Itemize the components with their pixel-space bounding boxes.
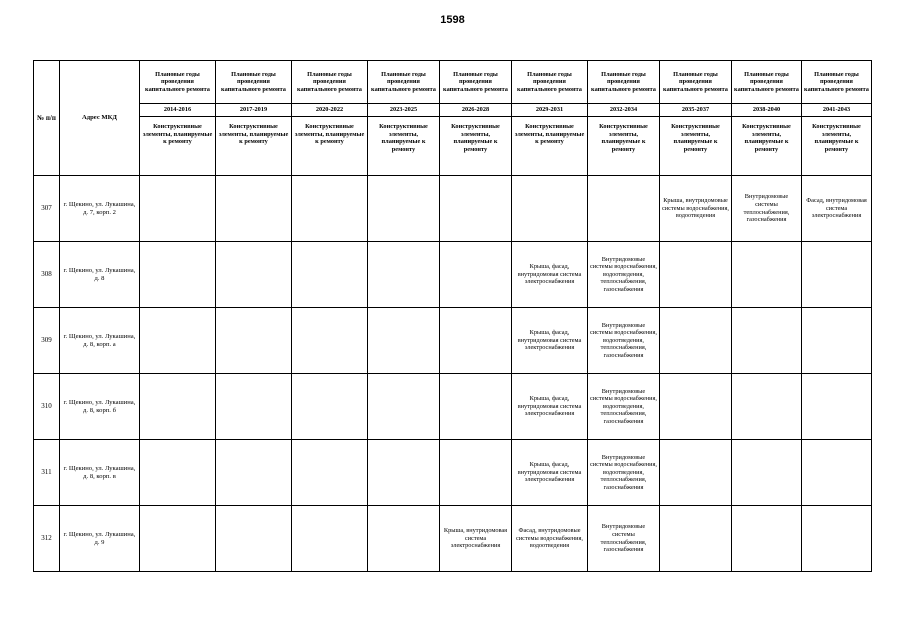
header-year: 2029-2031 <box>512 104 588 117</box>
row-cell <box>216 176 292 242</box>
row-cell <box>140 440 216 506</box>
row-cell <box>368 308 440 374</box>
row-cell <box>368 242 440 308</box>
header-elements: Конструктивные элементы, планируемые к ремонту <box>440 117 512 176</box>
row-cell <box>732 506 802 572</box>
row-num: 307 <box>34 176 60 242</box>
row-cell: Фасад, внутридомовые системы водоснабжения, водоотведения <box>512 506 588 572</box>
row-num: 308 <box>34 242 60 308</box>
row-cell <box>660 308 732 374</box>
row-cell <box>660 242 732 308</box>
row-cell <box>802 506 872 572</box>
row-cell <box>660 506 732 572</box>
table-row <box>34 308 872 374</box>
row-cell: Крыша, фасад, внутридомовая система электроснабжения <box>512 308 588 374</box>
row-cell <box>292 176 368 242</box>
row-cell <box>216 506 292 572</box>
row-cell: Фасад, внутридомовая система электроснабжения <box>802 176 872 242</box>
row-num: 310 <box>34 374 60 440</box>
repair-schedule-table <box>33 60 872 572</box>
table-row <box>34 374 872 440</box>
row-cell: Внутридомовые системы теплоснабжения, газоснабжения <box>732 176 802 242</box>
row-cell <box>660 374 732 440</box>
header-planned: Плановые годы проведения капитального ремонта <box>140 61 216 104</box>
row-cell <box>802 374 872 440</box>
row-cell: Внутридомовые системы водоснабжения, водоотведения, теплоснабжения, газоснабжения <box>588 374 660 440</box>
row-cell <box>440 176 512 242</box>
row-cell: Крыша, фасад, внутридомовая система электроснабжения <box>512 242 588 308</box>
header-year: 2035-2037 <box>660 104 732 117</box>
row-cell <box>216 308 292 374</box>
header-planned: Плановые годы проведения капитального ремонта <box>802 61 872 104</box>
page-number: 1598 <box>440 14 465 26</box>
header-elements: Конструктивные элементы, планируемые к ремонту <box>588 117 660 176</box>
header-planned: Плановые годы проведения капитального ремонта <box>732 61 802 104</box>
row-cell <box>802 308 872 374</box>
header-elements: Конструктивные элементы, планируемые к ремонту <box>802 117 872 176</box>
header-year: 2020-2022 <box>292 104 368 117</box>
row-cell <box>292 506 368 572</box>
row-cell <box>140 506 216 572</box>
header-elements: Конструктивные элементы, планируемые к ремонту <box>660 117 732 176</box>
row-cell <box>216 440 292 506</box>
row-address: г. Щекино, ул. Лукашина, д. 9 <box>60 506 140 572</box>
row-cell <box>140 374 216 440</box>
table-row <box>34 176 872 242</box>
header-year: 2032-2034 <box>588 104 660 117</box>
row-address: г. Щекино, ул. Лукашина, д. 8, корп. а <box>60 308 140 374</box>
header-planned: Плановые годы проведения капитального ремонта <box>588 61 660 104</box>
row-cell <box>292 308 368 374</box>
row-cell <box>368 506 440 572</box>
row-address: г. Щекино, ул. Лукашина, д. 7, корп. 2 <box>60 176 140 242</box>
row-cell <box>368 374 440 440</box>
row-cell <box>440 440 512 506</box>
row-cell: Внутридомовые системы водоснабжения, водоотведения, теплоснабжения, газоснабжения <box>588 308 660 374</box>
row-cell: Крыша, фасад, внутридомовая система электроснабжения <box>512 374 588 440</box>
row-cell <box>440 374 512 440</box>
row-cell <box>440 242 512 308</box>
header-row-years <box>34 104 872 117</box>
row-address: г. Щекино, ул. Лукашина, д. 8 <box>60 242 140 308</box>
row-cell <box>732 308 802 374</box>
row-address: г. Щекино, ул. Лукашина, д. 8, корп. в <box>60 440 140 506</box>
row-cell <box>140 176 216 242</box>
header-year: 2026-2028 <box>440 104 512 117</box>
row-cell <box>216 374 292 440</box>
row-cell <box>660 440 732 506</box>
header-planned: Плановые годы проведения капитального ремонта <box>368 61 440 104</box>
row-cell <box>140 242 216 308</box>
row-num: 311 <box>34 440 60 506</box>
row-cell <box>802 440 872 506</box>
header-elements: Конструктивные элементы, планируемые к ремонту <box>292 117 368 176</box>
header-num: № п/п <box>34 61 60 176</box>
header-year: 2014-2016 <box>140 104 216 117</box>
header-elements: Конструктивные элементы, планируемые к ремонту <box>732 117 802 176</box>
header-planned: Плановые годы проведения капитального ремонта <box>216 61 292 104</box>
row-cell: Крыша, внутридомовые системы водоснабжения, водоотведения <box>660 176 732 242</box>
table-row <box>34 506 872 572</box>
header-year: 2041-2043 <box>802 104 872 117</box>
header-row-planned <box>34 61 872 104</box>
row-cell <box>440 308 512 374</box>
row-cell <box>588 176 660 242</box>
header-planned: Плановые годы проведения капитального ремонта <box>292 61 368 104</box>
header-elements: Конструктивные элементы, планируемые к ремонту <box>216 117 292 176</box>
row-cell <box>732 440 802 506</box>
header-planned: Плановые годы проведения капитального ремонта <box>660 61 732 104</box>
header-planned: Плановые годы проведения капитального ремонта <box>440 61 512 104</box>
header-year: 2038-2040 <box>732 104 802 117</box>
row-cell <box>292 242 368 308</box>
row-cell <box>732 242 802 308</box>
row-cell <box>292 440 368 506</box>
row-cell: Крыша, внутридомовая система электроснабжения <box>440 506 512 572</box>
row-cell <box>368 440 440 506</box>
row-cell: Крыша, фасад, внутридомовая система электроснабжения <box>512 440 588 506</box>
row-cell <box>140 308 216 374</box>
row-cell: Внутридомовые системы водоснабжения, водоотведения, теплоснабжения, газоснабжения <box>588 242 660 308</box>
row-address: г. Щекино, ул. Лукашина, д. 8, корп. б <box>60 374 140 440</box>
header-year: 2017-2019 <box>216 104 292 117</box>
header-address: Адрес МКД <box>60 61 140 176</box>
table-row <box>34 242 872 308</box>
row-cell <box>216 242 292 308</box>
row-cell <box>292 374 368 440</box>
row-cell <box>512 176 588 242</box>
row-cell: Внутридомовые системы теплоснабжения, газоснабжения <box>588 506 660 572</box>
table-row <box>34 440 872 506</box>
header-elements: Конструктивные элементы, планируемые к ремонту <box>512 117 588 176</box>
row-num: 309 <box>34 308 60 374</box>
row-cell <box>732 374 802 440</box>
row-cell: Внутридомовые системы водоснабжения, водоотведения, теплоснабжения, газоснабжения <box>588 440 660 506</box>
row-cell <box>368 176 440 242</box>
header-elements: Конструктивные элементы, планируемые к ремонту <box>140 117 216 176</box>
header-row-elements <box>34 117 872 176</box>
header-elements: Конструктивные элементы, планируемые к ремонту <box>368 117 440 176</box>
row-cell <box>802 242 872 308</box>
header-year: 2023-2025 <box>368 104 440 117</box>
header-planned: Плановые годы проведения капитального ремонта <box>512 61 588 104</box>
row-num: 312 <box>34 506 60 572</box>
